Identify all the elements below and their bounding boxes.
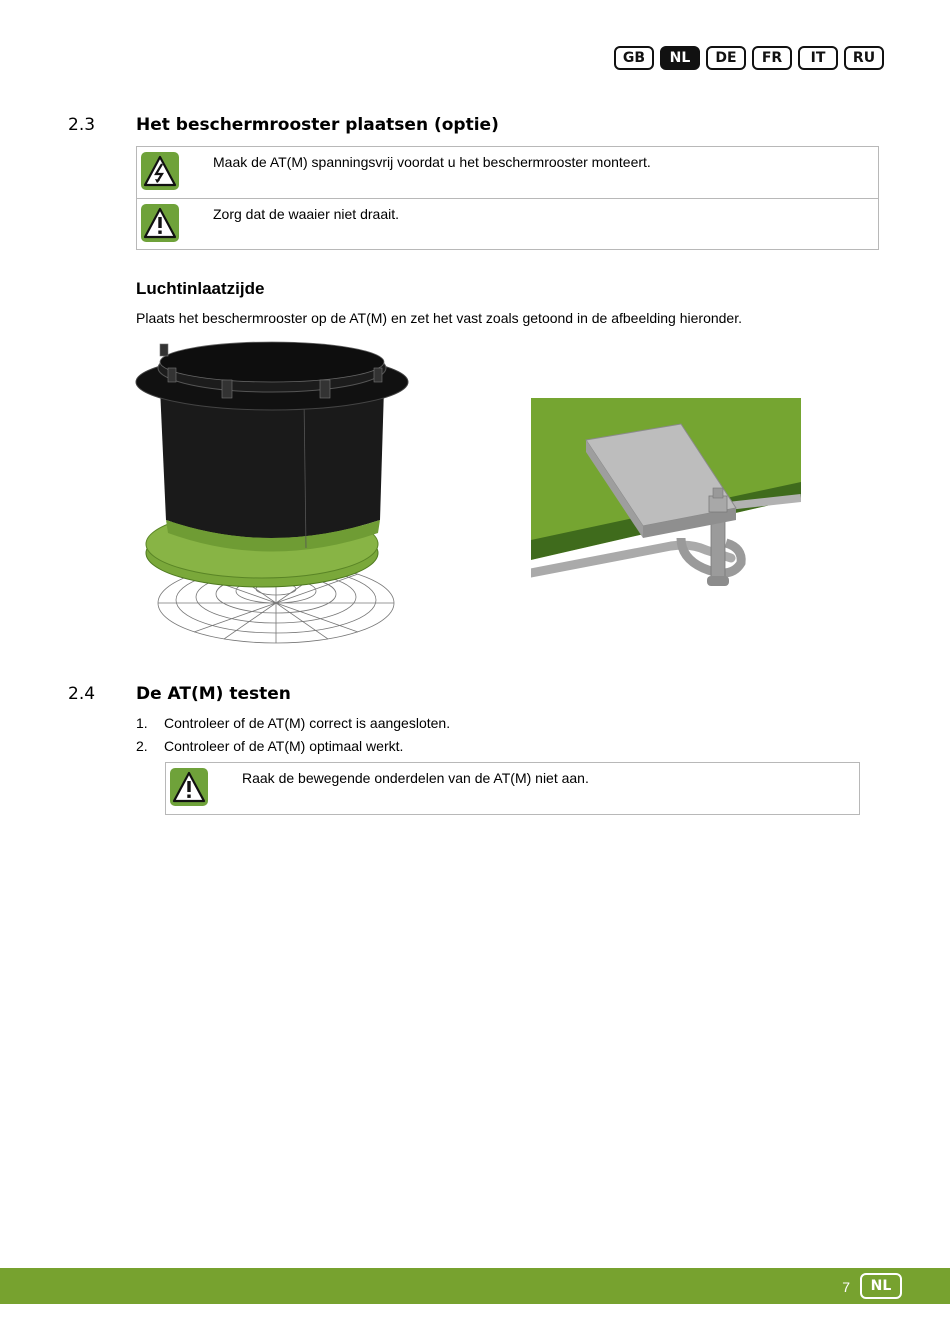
- warning-icon: [141, 204, 179, 242]
- warning-row: [166, 763, 859, 814]
- section-number: 2.3: [68, 115, 96, 135]
- step-number: 1.: [136, 715, 148, 731]
- subheading: Luchtinlaatzijde: [136, 279, 265, 298]
- paragraph: Plaats het beschermrooster op de AT(M) en zet het vast zoals getoond in de afbeelding hieronder.: [136, 310, 742, 326]
- electrical-hazard-icon: [141, 152, 179, 190]
- language-tabs: [614, 46, 884, 70]
- warning-icon: [170, 768, 208, 806]
- lang-tab-gb[interactable]: GB: [614, 46, 654, 70]
- lang-tab-ru[interactable]: RU: [844, 46, 884, 70]
- warning-table: [136, 146, 879, 250]
- section-number: 2.4: [68, 684, 96, 704]
- lang-tab-fr[interactable]: FR: [752, 46, 792, 70]
- footer-language-badge: NL: [860, 1273, 902, 1299]
- warning-row: [137, 147, 878, 199]
- warning-table: [165, 762, 860, 815]
- warning-text: Zorg dat de waaier niet draait.: [213, 206, 399, 222]
- warning-text: Maak de AT(M) spanningsvrij voordat u het beschermrooster monteert.: [213, 154, 651, 170]
- lang-tab-de[interactable]: DE: [706, 46, 746, 70]
- section-title: De AT(M) testen: [136, 684, 291, 704]
- section-title: Het beschermrooster plaatsen (optie): [136, 115, 499, 135]
- lang-tab-nl[interactable]: NL: [660, 46, 700, 70]
- page-number: 7: [842, 1279, 850, 1295]
- page-footer: [0, 1268, 950, 1304]
- step-text: Controleer of de AT(M) correct is aangesloten.: [164, 715, 451, 731]
- step-text: Controleer of de AT(M) optimaal werkt.: [164, 738, 404, 754]
- lang-tab-it[interactable]: IT: [798, 46, 838, 70]
- guard-clamp-detail-illustration: [531, 398, 801, 603]
- fan-with-guard-illustration: [134, 338, 414, 648]
- warning-text: Raak de bewegende onderdelen van de AT(M) niet aan.: [242, 770, 589, 786]
- step-number: 2.: [136, 738, 148, 754]
- warning-row: [137, 199, 878, 250]
